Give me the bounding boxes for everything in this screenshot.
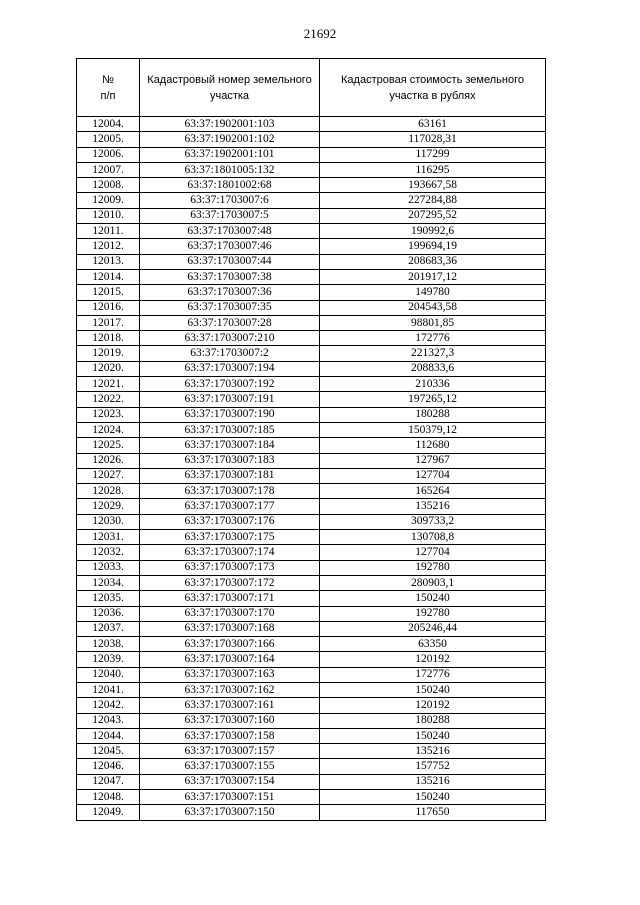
- row-number-cell: 12015.: [77, 285, 140, 300]
- table-row: [77, 591, 546, 606]
- cadastral-number-cell: 63:37:1703007:158: [140, 728, 320, 743]
- cadastral-number-cell: 63:37:1703007:168: [140, 621, 320, 636]
- table-row: [77, 254, 546, 269]
- cadastral-number-cell: 63:37:1703007:192: [140, 377, 320, 392]
- page-number: 21692: [303, 26, 337, 41]
- table-row: [77, 514, 546, 529]
- header-number-sign: №: [102, 73, 114, 86]
- table-row: [77, 484, 546, 499]
- cadastral-number-cell: 63:37:1703007:28: [140, 315, 320, 330]
- cadastral-number-cell: 63:37:1703007:5: [140, 208, 320, 223]
- cadastral-value-cell: 149780: [320, 285, 546, 300]
- table-row: [77, 545, 546, 560]
- cadastral-number-cell: 63:37:1703007:162: [140, 682, 320, 697]
- cadastral-value-cell: 150240: [320, 790, 546, 805]
- cadastral-number-cell: 63:37:1703007:170: [140, 606, 320, 621]
- cadastral-number-cell: 63:37:1902001:102: [140, 132, 320, 147]
- cadastral-value-cell: 127967: [320, 453, 546, 468]
- row-number-cell: 12032.: [77, 545, 140, 560]
- table-row: [77, 682, 546, 697]
- table-row: [77, 453, 546, 468]
- cadastral-number-cell: 63:37:1703007:166: [140, 637, 320, 652]
- cadastral-value-cell: 120192: [320, 698, 546, 713]
- cadastral-value-cell: 116295: [320, 162, 546, 177]
- cadastral-number-cell: 63:37:1801005:132: [140, 162, 320, 177]
- cadastral-value-cell: 157752: [320, 759, 546, 774]
- cadastral-number-cell: 63:37:1703007:44: [140, 254, 320, 269]
- row-number-cell: 12007.: [77, 162, 140, 177]
- header-cadastral-value-text: Кадастровая стоимость земельного участка в рублях: [341, 73, 524, 102]
- cadastral-value-cell: 227284,88: [320, 193, 546, 208]
- table-row: [77, 759, 546, 774]
- table-row: [77, 606, 546, 621]
- cadastral-number-cell: 63:37:1703007:178: [140, 484, 320, 499]
- table-header: [77, 59, 546, 117]
- cadastral-value-cell: 280903,1: [320, 575, 546, 590]
- table-row: [77, 621, 546, 636]
- row-number-cell: 12008.: [77, 178, 140, 193]
- table-row: [77, 407, 546, 422]
- cadastral-number-cell: 63:37:1703007:151: [140, 790, 320, 805]
- row-number-cell: 12004.: [77, 117, 140, 132]
- cadastral-value-cell: 172776: [320, 667, 546, 682]
- cadastral-number-cell: 63:37:1703007:176: [140, 514, 320, 529]
- table-row: [77, 162, 546, 177]
- row-number-cell: 12036.: [77, 606, 140, 621]
- row-number-cell: 12012.: [77, 239, 140, 254]
- table-row: [77, 575, 546, 590]
- cadastral-number-cell: 63:37:1703007:174: [140, 545, 320, 560]
- cadastral-value-cell: 150240: [320, 682, 546, 697]
- row-number-cell: 12039.: [77, 652, 140, 667]
- cadastral-value-cell: 130708,8: [320, 530, 546, 545]
- cadastral-value-cell: 150379,12: [320, 422, 546, 437]
- cadastral-number-cell: 63:37:1703007:150: [140, 805, 320, 820]
- row-number-cell: 12034.: [77, 575, 140, 590]
- row-number-cell: 12044.: [77, 728, 140, 743]
- cadastral-value-cell: 135216: [320, 499, 546, 514]
- cadastral-value-cell: 127704: [320, 468, 546, 483]
- table-row: [77, 790, 546, 805]
- table-row: [77, 315, 546, 330]
- cadastral-value-cell: 165264: [320, 484, 546, 499]
- table-row: [77, 331, 546, 346]
- table-row: [77, 346, 546, 361]
- row-number-cell: 12028.: [77, 484, 140, 499]
- cadastral-value-cell: 199694,19: [320, 239, 546, 254]
- cadastral-number-cell: 63:37:1703007:2: [140, 346, 320, 361]
- cadastral-number-cell: 63:37:1703007:161: [140, 698, 320, 713]
- cadastral-value-cell: 208683,36: [320, 254, 546, 269]
- row-number-cell: 12045.: [77, 744, 140, 759]
- row-number-cell: 12030.: [77, 514, 140, 529]
- cadastral-number-cell: 63:37:1703007:172: [140, 575, 320, 590]
- cadastral-value-cell: 150240: [320, 728, 546, 743]
- row-number-cell: 12049.: [77, 805, 140, 820]
- cadastral-number-cell: 63:37:1703007:185: [140, 422, 320, 437]
- row-number-cell: 12040.: [77, 667, 140, 682]
- table-row: [77, 239, 546, 254]
- table-row: [77, 438, 546, 453]
- table-row: [77, 560, 546, 575]
- cadastral-number-cell: 63:37:1801002:68: [140, 178, 320, 193]
- cadastral-value-cell: 190992,6: [320, 224, 546, 239]
- table-row: [77, 117, 546, 132]
- row-number-cell: 12047.: [77, 774, 140, 789]
- table-row: [77, 147, 546, 162]
- cadastral-number-cell: 63:37:1703007:210: [140, 331, 320, 346]
- table-row: [77, 178, 546, 193]
- row-number-cell: 12027.: [77, 468, 140, 483]
- table-row: [77, 667, 546, 682]
- row-number-cell: 12021.: [77, 377, 140, 392]
- row-number-cell: 12017.: [77, 315, 140, 330]
- table-row: [77, 774, 546, 789]
- row-number-cell: 12038.: [77, 637, 140, 652]
- cadastral-value-cell: 193667,58: [320, 178, 546, 193]
- row-number-cell: 12037.: [77, 621, 140, 636]
- table-row: [77, 652, 546, 667]
- table-row: [77, 300, 546, 315]
- row-number-cell: 12026.: [77, 453, 140, 468]
- cadastral-number-cell: 63:37:1703007:48: [140, 224, 320, 239]
- cadastral-value-cell: 201917,12: [320, 269, 546, 284]
- table-row: [77, 698, 546, 713]
- cadastral-number-cell: 63:37:1703007:154: [140, 774, 320, 789]
- cadastral-number-cell: 63:37:1703007:164: [140, 652, 320, 667]
- table-row: [77, 269, 546, 284]
- table-row: [77, 805, 546, 820]
- cadastral-value-cell: 204543,58: [320, 300, 546, 315]
- row-number-cell: 12031.: [77, 530, 140, 545]
- cadastral-value-cell: 192780: [320, 560, 546, 575]
- table-body: [77, 117, 546, 821]
- cadastral-number-cell: 63:37:1902001:101: [140, 147, 320, 162]
- table-row: [77, 132, 546, 147]
- cadastral-value-cell: 207295,52: [320, 208, 546, 223]
- table-row: [77, 377, 546, 392]
- row-number-cell: 12009.: [77, 193, 140, 208]
- cadastral-number-cell: 63:37:1703007:38: [140, 269, 320, 284]
- cadastral-value-cell: 192780: [320, 606, 546, 621]
- table-row: [77, 392, 546, 407]
- row-number-cell: 12029.: [77, 499, 140, 514]
- cadastral-number-cell: 63:37:1703007:191: [140, 392, 320, 407]
- cadastral-value-cell: 117299: [320, 147, 546, 162]
- row-number-cell: 12020.: [77, 361, 140, 376]
- cadastral-number-cell: 63:37:1703007:46: [140, 239, 320, 254]
- cadastral-number-cell: 63:37:1703007:171: [140, 591, 320, 606]
- table-row: [77, 361, 546, 376]
- cadastral-value-cell: 112680: [320, 438, 546, 453]
- cadastral-value-cell: 172776: [320, 331, 546, 346]
- row-number-cell: 12011.: [77, 224, 140, 239]
- row-number-cell: 12006.: [77, 147, 140, 162]
- row-number-cell: 12013.: [77, 254, 140, 269]
- cadastral-value-cell: 117650: [320, 805, 546, 820]
- table-row: [77, 744, 546, 759]
- row-number-cell: 12024.: [77, 422, 140, 437]
- row-number-cell: 12043.: [77, 713, 140, 728]
- table-row: [77, 193, 546, 208]
- table-row: [77, 499, 546, 514]
- cadastral-number-cell: 63:37:1703007:35: [140, 300, 320, 315]
- cadastral-value-cell: 180288: [320, 713, 546, 728]
- table-row: [77, 224, 546, 239]
- cadastral-value-table: [76, 58, 546, 821]
- row-number-cell: 12010.: [77, 208, 140, 223]
- row-number-cell: 12042.: [77, 698, 140, 713]
- row-number-cell: 12014.: [77, 269, 140, 284]
- table-row: [77, 468, 546, 483]
- cadastral-value-cell: 135216: [320, 774, 546, 789]
- cadastral-value-cell: 197265,12: [320, 392, 546, 407]
- cadastral-number-cell: 63:37:1703007:190: [140, 407, 320, 422]
- row-number-cell: 12018.: [77, 331, 140, 346]
- cadastral-number-cell: 63:37:1703007:160: [140, 713, 320, 728]
- row-number-cell: 12041.: [77, 682, 140, 697]
- table-row: [77, 422, 546, 437]
- row-number-cell: 12048.: [77, 790, 140, 805]
- row-number-cell: 12035.: [77, 591, 140, 606]
- cadastral-value-cell: 98801,85: [320, 315, 546, 330]
- header-cadastral-value: [320, 59, 546, 117]
- cadastral-number-cell: 63:37:1703007:155: [140, 759, 320, 774]
- row-number-cell: 12005.: [77, 132, 140, 147]
- cadastral-number-cell: 63:37:1703007:173: [140, 560, 320, 575]
- cadastral-number-cell: 63:37:1703007:175: [140, 530, 320, 545]
- cadastral-value-cell: 205246,44: [320, 621, 546, 636]
- cadastral-value-cell: 150240: [320, 591, 546, 606]
- cadastral-number-cell: 63:37:1703007:184: [140, 438, 320, 453]
- cadastral-number-cell: 63:37:1703007:36: [140, 285, 320, 300]
- header-row-number: [77, 59, 140, 117]
- table-row: [77, 728, 546, 743]
- cadastral-number-cell: 63:37:1703007:6: [140, 193, 320, 208]
- cadastral-number-cell: 63:37:1703007:163: [140, 667, 320, 682]
- cadastral-number-cell: 63:37:1703007:157: [140, 744, 320, 759]
- row-number-cell: 12016.: [77, 300, 140, 315]
- table-row: [77, 530, 546, 545]
- cadastral-number-cell: 63:37:1703007:194: [140, 361, 320, 376]
- row-number-cell: 12019.: [77, 346, 140, 361]
- cadastral-value-cell: 135216: [320, 744, 546, 759]
- cadastral-value-cell: 117028,31: [320, 132, 546, 147]
- cadastral-number-cell: 63:37:1703007:183: [140, 453, 320, 468]
- header-number-abbr: п/п: [100, 89, 116, 102]
- row-number-cell: 12022.: [77, 392, 140, 407]
- table-row: [77, 285, 546, 300]
- cadastral-value-cell: 127704: [320, 545, 546, 560]
- row-number-cell: 12025.: [77, 438, 140, 453]
- cadastral-value-cell: 221327,3: [320, 346, 546, 361]
- cadastral-value-cell: 309733,2: [320, 514, 546, 529]
- cadastral-value-cell: 63350: [320, 637, 546, 652]
- cadastral-value-cell: 180288: [320, 407, 546, 422]
- cadastral-number-cell: 63:37:1902001:103: [140, 117, 320, 132]
- row-number-cell: 12023.: [77, 407, 140, 422]
- row-number-cell: 12046.: [77, 759, 140, 774]
- header-cadastral-number-text: Кадастровый номер земельного участка: [147, 73, 312, 102]
- header-row: [77, 59, 546, 117]
- cadastral-value-cell: 63161: [320, 117, 546, 132]
- row-number-cell: 12033.: [77, 560, 140, 575]
- cadastral-number-cell: 63:37:1703007:181: [140, 468, 320, 483]
- cadastral-value-cell: 210336: [320, 377, 546, 392]
- cadastral-value-cell: 120192: [320, 652, 546, 667]
- cadastral-number-cell: 63:37:1703007:177: [140, 499, 320, 514]
- header-cadastral-number: [140, 59, 320, 117]
- cadastral-value-cell: 208833,6: [320, 361, 546, 376]
- table-row: [77, 713, 546, 728]
- table-row: [77, 637, 546, 652]
- table-row: [77, 208, 546, 223]
